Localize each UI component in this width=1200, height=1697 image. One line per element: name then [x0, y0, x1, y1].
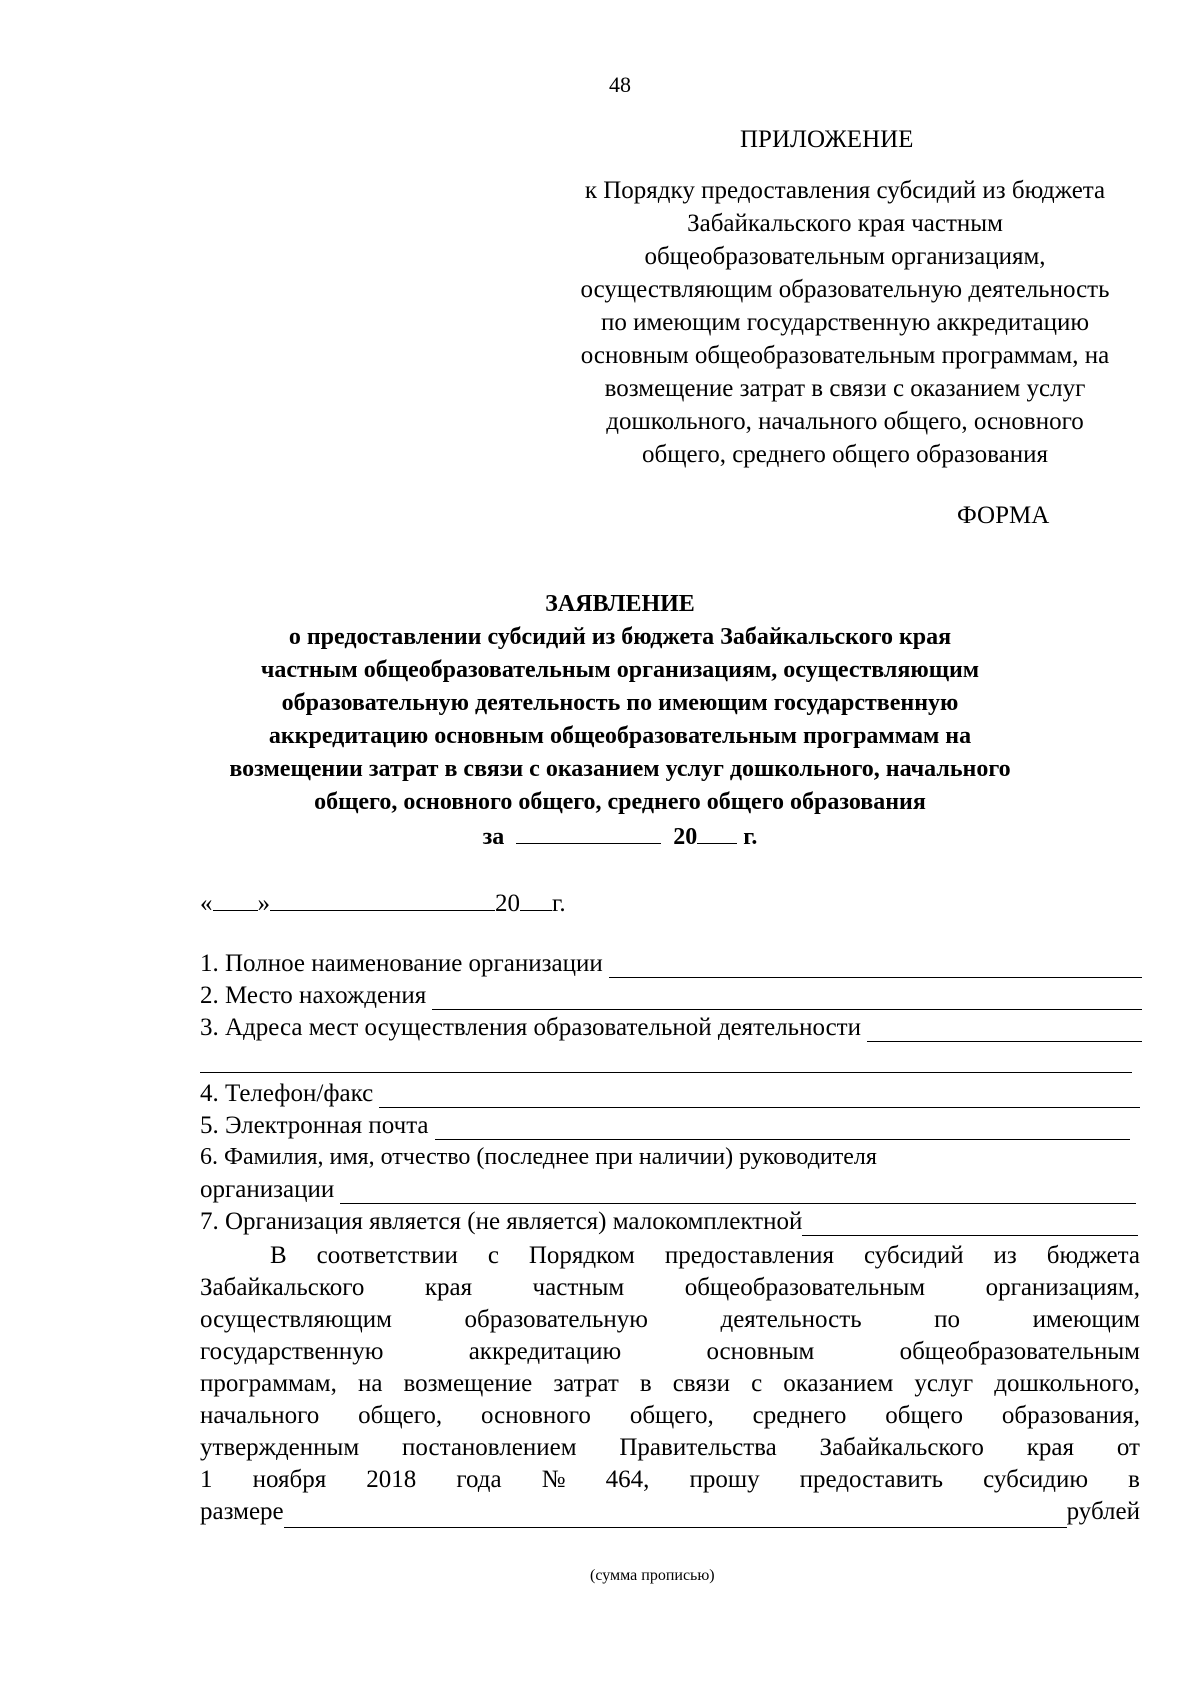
field-label: 2. Место нахождения: [200, 982, 427, 1009]
paragraph-word: бюджета: [1046, 1242, 1140, 1269]
field-label: 1. Полное наименование организации: [200, 950, 603, 977]
paragraph-word: дошкольного,: [994, 1370, 1140, 1397]
field-small-class: [200, 1208, 1138, 1236]
date-day-blank[interactable]: [213, 886, 258, 911]
paragraph-word: края: [424, 1274, 473, 1301]
field-full-name: [200, 950, 1142, 978]
title-line: общего, основного общего, среднего общего образования: [314, 789, 926, 815]
appendix-line: возмещение затрат в связи с оказанием услуг: [604, 375, 1086, 402]
appendix-line: основным общеобразовательным программам, на: [580, 342, 1110, 369]
paragraph-word: прошу: [689, 1466, 760, 1493]
appendix-line: дошкольного, начального общего, основного: [606, 408, 1084, 435]
paragraph-word: услуг: [914, 1370, 974, 1397]
amount-prefix: размере: [200, 1498, 284, 1525]
paragraph-word: общеобразовательным: [899, 1338, 1140, 1365]
paragraph-word: аккредитацию: [468, 1338, 622, 1365]
paragraph-word: субсидий: [863, 1242, 964, 1269]
period-year-prefix: 20: [673, 824, 698, 850]
paragraph-word: в: [1128, 1466, 1140, 1493]
paragraph-word: основным: [706, 1338, 815, 1365]
appendix-line: общего, среднего общего образования: [642, 441, 1048, 468]
title-line: образовательную деятельность по имеющим государственную: [281, 690, 959, 716]
paragraph-line: [200, 1336, 1140, 1368]
paragraph-word: затрат: [553, 1370, 619, 1397]
paragraph-word: 464,: [605, 1466, 650, 1493]
paragraph-word: по: [934, 1306, 961, 1333]
paragraph-word: ноября: [252, 1466, 327, 1493]
appendix-line: осуществляющим образовательную деятельность: [580, 276, 1110, 303]
paragraph-word: образования,: [1001, 1402, 1140, 1429]
field-location: [200, 982, 1142, 1010]
paragraph-word: №: [541, 1466, 566, 1493]
appendix-label: ПРИЛОЖЕНИЕ: [740, 126, 914, 153]
paragraph-line: [200, 1272, 1140, 1304]
paragraph-word: утвержденным: [200, 1434, 360, 1461]
field-small-class-input[interactable]: [802, 1213, 1138, 1236]
paragraph-word: Порядком: [528, 1242, 635, 1269]
paragraph-word: 2018: [366, 1466, 417, 1493]
paragraph-word: предоставить: [799, 1466, 944, 1493]
date-year-prefix: 20: [495, 890, 520, 917]
date-year-blank[interactable]: [520, 886, 552, 911]
paragraph-word: года: [456, 1466, 502, 1493]
amount-suffix: рублей: [1066, 1498, 1140, 1525]
field-label: 7. Организация является (не является) малокомплектной: [200, 1208, 803, 1235]
paragraph-word: общего,: [358, 1402, 443, 1429]
date-open-quote: «: [200, 890, 213, 917]
field-label: организации: [200, 1176, 335, 1203]
field-label: 3. Адреса мест осуществления образовательной деятельности: [200, 1014, 861, 1041]
title-period: [150, 819, 1090, 854]
paragraph-line: [200, 1368, 1140, 1400]
title-line: аккредитацию основным общеобразовательным программам на: [268, 723, 972, 749]
paragraph-word: основного: [481, 1402, 591, 1429]
appendix-line: общеобразовательным организациям,: [644, 243, 1046, 270]
appendix-line: Забайкальского края частным: [687, 210, 1003, 237]
field-head-name-label: 6. Фамилия, имя, отчество (последнее при наличии) руководителя: [200, 1144, 877, 1170]
request-paragraph: [200, 1240, 1140, 1528]
paragraph-word: связи: [672, 1370, 731, 1397]
date-month-blank[interactable]: [270, 886, 495, 911]
paragraph-amount-line: [200, 1496, 1140, 1528]
paragraph-word: общего,: [629, 1402, 714, 1429]
amount-hint: (сумма прописью): [590, 1567, 715, 1584]
paragraph-word: Забайкальского: [200, 1274, 365, 1301]
field-phone-fax: [200, 1080, 1140, 1108]
paragraph-word: постановлением: [402, 1434, 577, 1461]
title-line: частным общеобразовательным организациям, осуществляющим: [260, 657, 980, 683]
field-head-name: [200, 1176, 1136, 1204]
field-activity-addresses-continuation[interactable]: [200, 1046, 1132, 1073]
paragraph-word: частным: [532, 1274, 625, 1301]
appendix-line: по имеющим государственную аккредитацию: [600, 309, 1090, 336]
paragraph-word: Правительства: [619, 1434, 777, 1461]
date-line: [200, 886, 566, 918]
paragraph-word: В: [270, 1242, 287, 1269]
paragraph-line: [200, 1432, 1140, 1464]
paragraph-word: возмещение: [403, 1370, 533, 1397]
period-suffix: г.: [743, 824, 758, 850]
paragraph-word: организациям,: [985, 1274, 1140, 1301]
period-year-blank[interactable]: [697, 819, 737, 844]
period-prefix: за: [482, 824, 505, 850]
page-number: 48: [609, 72, 631, 97]
paragraph-word: Забайкальского: [819, 1434, 984, 1461]
paragraph-word: среднего: [752, 1402, 847, 1429]
paragraph-line: [200, 1240, 1140, 1272]
amount-input[interactable]: [284, 1505, 1067, 1528]
period-month-blank[interactable]: [516, 819, 661, 844]
date-close-quote: »: [257, 890, 270, 917]
field-head-name-input[interactable]: [340, 1181, 1136, 1204]
paragraph-word: имеющим: [1032, 1306, 1140, 1333]
paragraph-word: соответствии: [316, 1242, 458, 1269]
field-email: [200, 1112, 1130, 1140]
field-email-input[interactable]: [435, 1117, 1130, 1140]
appendix-line: к Порядку предоставления субсидий из бюджета: [584, 177, 1106, 204]
paragraph-word: субсидию: [983, 1466, 1089, 1493]
date-year-suffix: г.: [552, 890, 566, 917]
paragraph-word: 1: [200, 1466, 213, 1493]
paragraph-word: государственную: [200, 1338, 384, 1365]
field-activity-addresses: [200, 1014, 1142, 1042]
title-line: возмещении затрат в связи с оказанием услуг дошкольного, начального: [229, 756, 1011, 782]
field-full-name-input[interactable]: [609, 955, 1142, 978]
appendix-text: [530, 174, 1160, 471]
paragraph-word: оказанием: [783, 1370, 894, 1397]
paragraph-line: [200, 1400, 1140, 1432]
paragraph-word: с: [751, 1370, 763, 1397]
paragraph-word: общего: [885, 1402, 963, 1429]
paragraph-word: на: [357, 1370, 383, 1397]
document-title: [150, 588, 1090, 854]
paragraph-word: предоставления: [664, 1242, 835, 1269]
paragraph-word: в: [639, 1370, 652, 1397]
paragraph-word: программам,: [200, 1370, 337, 1397]
paragraph-word: от: [1116, 1434, 1140, 1461]
paragraph-word: деятельность: [720, 1306, 862, 1333]
paragraph-word: общеобразовательным: [684, 1274, 926, 1301]
paragraph-word: образовательную: [464, 1306, 648, 1333]
title-heading: ЗАЯВЛЕНИЕ: [545, 591, 695, 617]
title-line: о предоставлении субсидий из бюджета Забайкальского края: [288, 624, 952, 650]
field-phone-fax-input[interactable]: [379, 1085, 1140, 1108]
paragraph-word: начального: [200, 1402, 320, 1429]
paragraph-word: осуществляющим: [200, 1306, 392, 1333]
paragraph-line: [200, 1304, 1140, 1336]
paragraph-word: с: [487, 1242, 499, 1269]
field-label: 5. Электронная почта: [200, 1112, 429, 1139]
field-location-input[interactable]: [432, 987, 1142, 1010]
field-activity-addresses-input[interactable]: [867, 1019, 1142, 1042]
paragraph-word: края: [1026, 1434, 1075, 1461]
field-label: 4. Телефон/факс: [200, 1080, 374, 1107]
form-label: ФОРМА: [957, 502, 1050, 529]
paragraph-line: [200, 1464, 1140, 1496]
paragraph-word: из: [993, 1242, 1017, 1269]
